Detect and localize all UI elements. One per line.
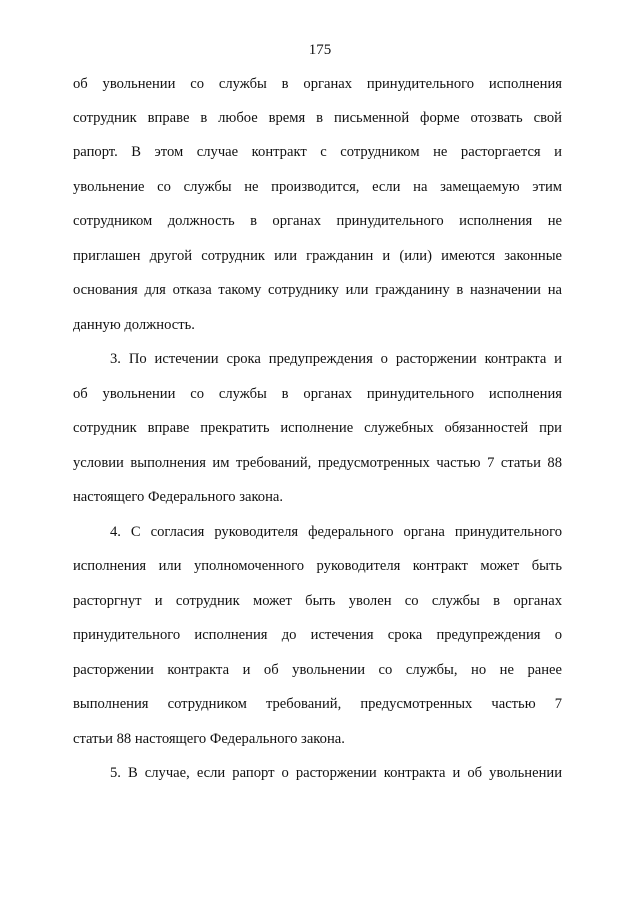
text-line: рапорт. В этом случае контракт с сотрудником не расторгается и [73, 144, 562, 160]
text-line: настоящего Федерального закона. [73, 489, 284, 505]
text-line: данную должность. [73, 317, 195, 333]
text-line: условии выполнения им требований, предусмотренных частью 7 статьи 88 [73, 455, 562, 471]
text-line: принудительного исполнения до истечения срока предупреждения о [73, 627, 562, 643]
text-line: расторжении контракта и об увольнении со службы, но не ранее [73, 662, 562, 678]
text-line: основания для отказа такому сотруднику или гражданину в назначении на [73, 282, 562, 298]
text-line: приглашен другой сотрудник или гражданин и (или) имеются законные [73, 248, 562, 264]
text-line: об увольнении со службы в органах принудительного исполнения [73, 386, 562, 402]
paragraph-start-line: 5. В случае, если рапорт о расторжении контракта и об увольнении [110, 765, 562, 781]
text-line: сотрудник вправе в любое время в письменной форме отозвать свой [73, 110, 562, 126]
text-line: увольнение со службы не производится, если на замещаемую этим [73, 179, 562, 195]
text-line: расторгнут и сотрудник может быть уволен со службы в органах [73, 593, 562, 609]
text-line: сотрудник вправе прекратить исполнение служебных обязанностей при [73, 420, 562, 436]
text-line: статьи 88 настоящего Федерального закона. [73, 731, 345, 747]
paragraph-start-line: 3. По истечении срока предупреждения о расторжении контракта и [110, 351, 562, 367]
page-number: 175 [308, 42, 332, 58]
text-line: сотрудником должность в органах принудительного исполнения не [73, 213, 562, 229]
text-line: исполнения или уполномоченного руководителя контракт может быть [73, 558, 562, 574]
text-line: выполнения сотрудником требований, предусмотренных частью 7 [73, 696, 562, 712]
paragraph-start-line: 4. С согласия руководителя федерального органа принудительного [110, 524, 562, 540]
text-line: об увольнении со службы в органах принудительного исполнения [73, 76, 562, 92]
